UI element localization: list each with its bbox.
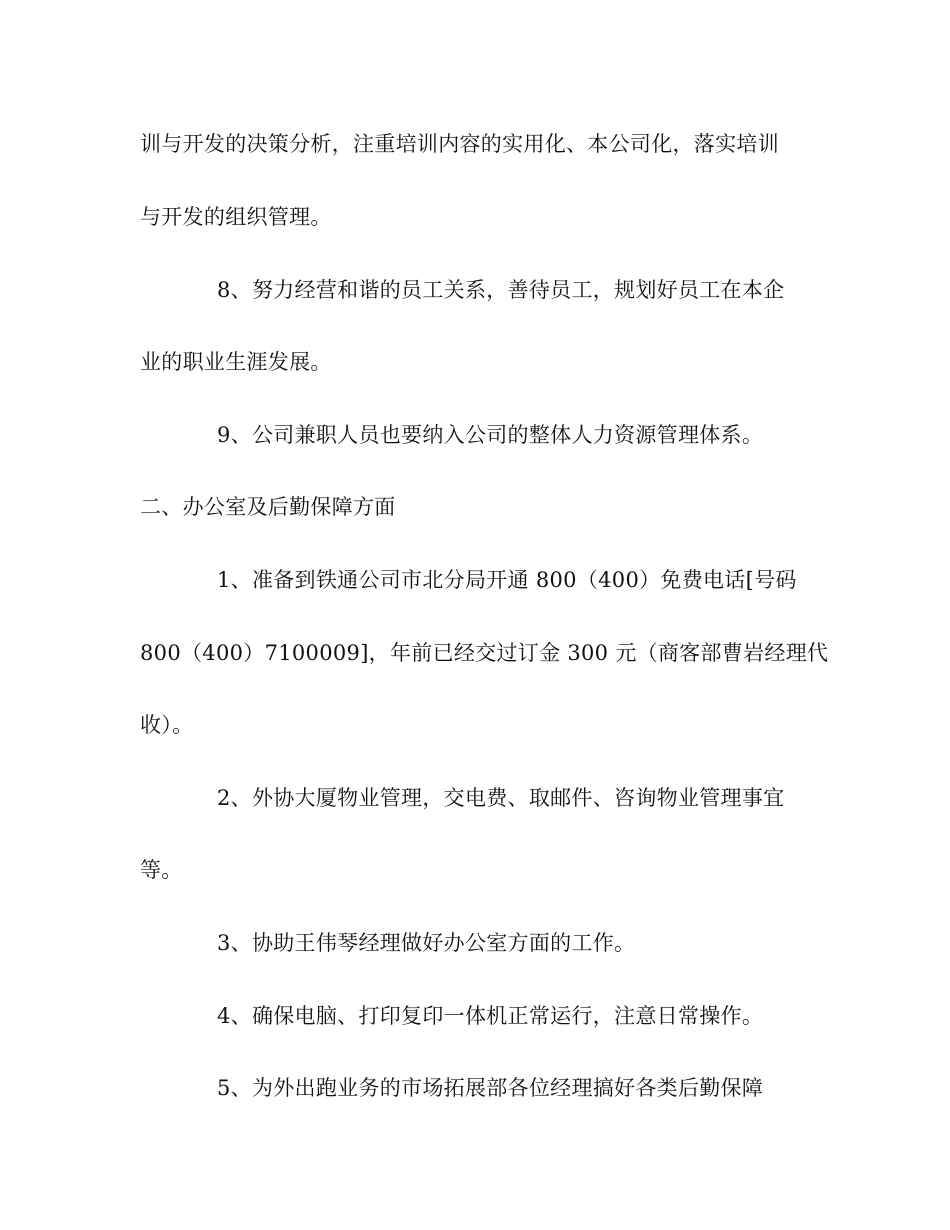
paragraph-line: 训与开发的决策分析，注重培训内容的实用化、本公司化，落实培训	[140, 132, 779, 156]
list-item-4: 4、确保电脑、打印复印一体机正常运行，注意日常操作。	[217, 1004, 764, 1028]
list-item-3: 3、协助王伟琴经理做好办公室方面的工作。	[217, 931, 636, 955]
paragraph-line: 收）。	[140, 713, 194, 737]
list-item-5: 5、为外出跑业务的市场拓展部各位经理搞好各类后勤保障	[217, 1076, 764, 1100]
list-item-8: 8、努力经营和谐的员工关系，善待员工，规划好员工在本企	[217, 278, 785, 302]
paragraph-line: 等。	[140, 858, 183, 882]
list-item-9: 9、公司兼职人员也要纳入公司的整体人力资源管理体系。	[217, 423, 764, 447]
list-item-2: 2、外协大厦物业管理，交电费、取邮件、咨询物业管理事宜	[217, 786, 785, 810]
paragraph-line: 业的职业生涯发展。	[140, 350, 332, 374]
paragraph-line: 与开发的组织管理。	[140, 205, 332, 229]
paragraph-line: 800（400）7100009]，年前已经交过订金 300 元（商客部曹岩经理代	[140, 641, 829, 665]
list-item-1: 1、准备到铁通公司市北分局开通 800（400）免费电话[号码	[217, 568, 797, 592]
section-heading: 二、办公室及后勤保障方面	[140, 495, 396, 519]
